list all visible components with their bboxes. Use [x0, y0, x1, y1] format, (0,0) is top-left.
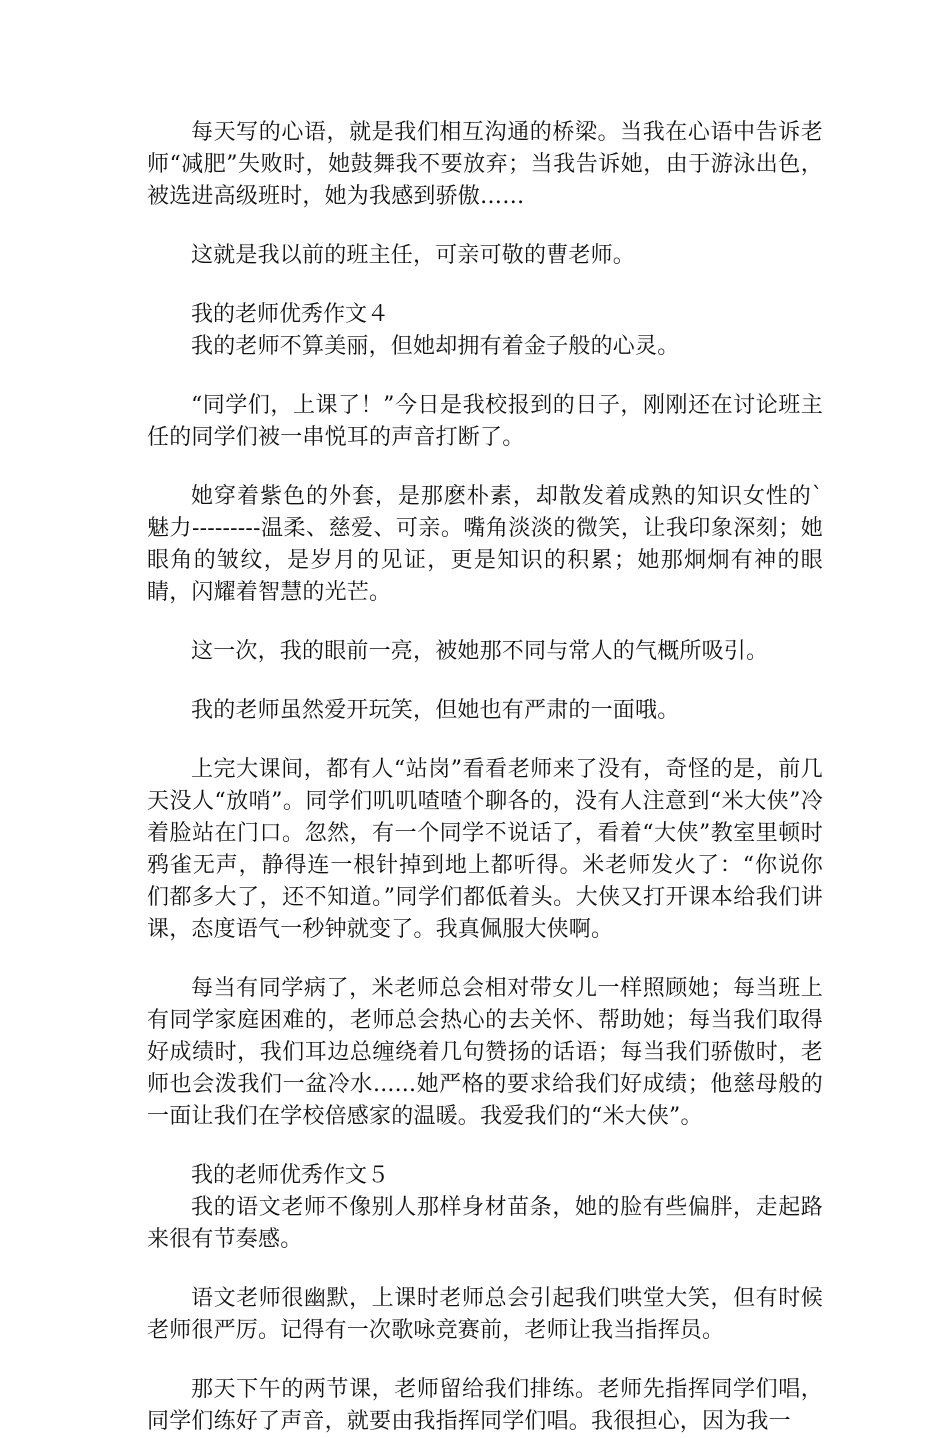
- paragraph-3: 我的老师不算美丽，但她却拥有着金子般的心灵。: [191, 334, 680, 359]
- paragraph-9: 每当有同学病了，米老师总会相对带女儿一样照顾她；每当班上有同学家庭困难的，老师总会热心的去关怀、帮助她；每当我们取得好成绩时，我们耳边总缠绕着几句赞扬的话语；每当我们骄傲时，老师也会泼我们一盆冷水......她严格的要求给我们好成绩；他慈母般的一面让我们在学校倍感家的温暖。我爱我们的“米大侠”。: [147, 976, 823, 1129]
- paragraph-1: 每天写的心语，就是我们相互沟通的桥梁。当我在心语中告诉老师“减肥”失败时，她鼓舞我不要放弃；当我告诉她，由于游泳出色，被选进高级班时，她为我感到骄傲……: [147, 120, 823, 209]
- paragraph-4: “同学们，上课了！”今日是我校报到的日子，刚刚还在讨论班主任的同学们被一串悦耳的声音打断了。: [147, 393, 823, 450]
- section-heading-4: 我的老师优秀作文４: [191, 302, 390, 327]
- section-heading-5: 我的老师优秀作文５: [191, 1163, 390, 1188]
- paragraph-11: 语文老师很幽默，上课时老师总会引起我们哄堂大笑，但有时候老师很严厉。记得有一次歌咏竞赛前，老师让我当指挥员。: [147, 1286, 823, 1343]
- paragraph-5: 她穿着紫色的外套，是那麽朴素，却散发着成熟的知识女性的`魅力---------温柔、慈爱、可亲。嘴角淡淡的微笑，让我印象深刻；她眼角的皱纹，是岁月的见证，更是知识的积累；她那炯炯有神的眼睛，闪耀着智慧的光芒。: [147, 484, 823, 605]
- paragraph-2: 这就是我以前的班主任，可亲可敬的曹老师。: [191, 243, 636, 268]
- paragraph-8: 上完大课间，都有人“站岗”看看老师来了没有，奇怪的是，前几天没人“放哨”。同学们叽叽喳喳个聊各的，没有人注意到“米大侠”冷着脸站在门口。忽然，有一个同学不说话了，看着“大侠”教室里顿时鸦雀无声，静得连一根针掉到地上都听得。米老师发火了：“你说你们都多大了，还不知道。”同学们都低着头。大侠又打开课本给我们讲课，态度语气一秒钟就变了。我真佩服大侠啊。: [147, 757, 823, 942]
- paragraph-7: 我的老师虽然爱开玩笑，但她也有严肃的一面哦。: [191, 698, 680, 723]
- paragraph-10: 我的语文老师不像别人那样身材苗条，她的脸有些偏胖，走起路来很有节奏感。: [147, 1195, 823, 1252]
- paragraph-6: 这一次，我的眼前一亮，被她那不同与常人的气概所吸引。: [191, 639, 769, 664]
- paragraph-12: 那天下午的两节课，老师留给我们排练。老师先指挥同学们唱，同学们练好了声音，就要由我指挥同学们唱。我很担心，因为我一: [147, 1377, 823, 1434]
- document-page: [147, 117, 823, 1438]
